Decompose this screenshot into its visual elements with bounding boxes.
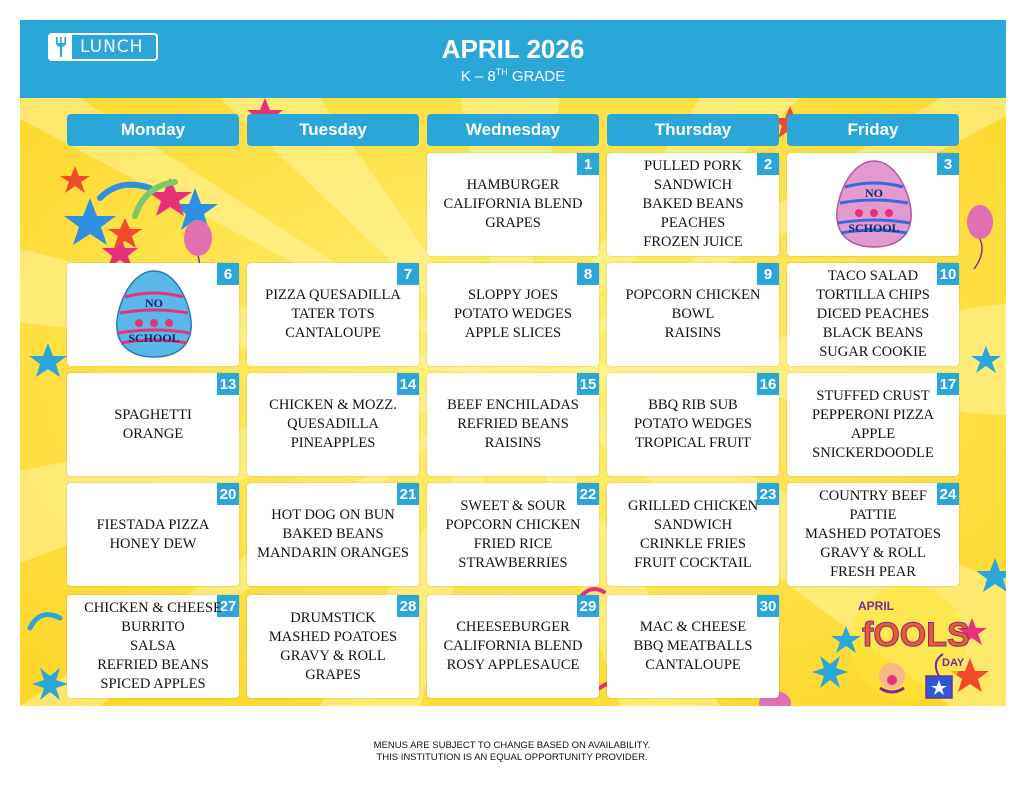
meal-item: STUFFED CRUST	[816, 387, 930, 404]
meal-item: FRUIT COCKTAIL	[634, 554, 752, 571]
easter-egg-pink	[831, 159, 917, 249]
page-title: APRIL 2026	[441, 34, 585, 64]
day-number: 27	[217, 595, 239, 617]
day-cell-28	[247, 595, 419, 698]
day-cell-17	[787, 373, 959, 476]
day-cell-15	[427, 373, 599, 476]
meal-list	[237, 595, 429, 698]
day-number: 22	[577, 483, 599, 505]
no-school-line1: NO	[865, 186, 883, 200]
meal-item: FIESTADA PIZZA	[96, 516, 210, 533]
meal-item: TORTILLA CHIPS	[816, 287, 930, 303]
meal-item: DRUMSTICK	[290, 609, 376, 626]
meal-item: SWEET & SOUR	[460, 497, 566, 514]
day-cell-24	[787, 483, 959, 586]
day-number: 15	[577, 373, 599, 395]
meal-item: TATER TOTS	[291, 306, 375, 322]
day-number: 17	[937, 373, 959, 395]
meal-item: SANDWICH	[653, 177, 733, 193]
meal-item: POTATO WEDGES	[454, 306, 572, 322]
april-fools-line1: APRIL	[858, 599, 894, 613]
day-header-friday: Friday	[787, 114, 959, 146]
meal-item: PEACHES	[660, 215, 726, 231]
meal-item: CHICKEN & CHEESE	[84, 600, 222, 616]
meal-item: GRAVY & ROLL	[820, 545, 926, 561]
footer-disclaimer	[0, 740, 1024, 764]
meal-list	[417, 483, 609, 586]
meal-list	[777, 263, 969, 366]
day-cell-29	[427, 595, 599, 698]
meal-list	[777, 373, 969, 476]
april-fools-line2: fOOLS	[862, 616, 970, 654]
meal-item: APPLE SLICES	[464, 325, 562, 341]
day-cell-23	[607, 483, 779, 586]
day-number: 3	[937, 153, 959, 175]
meal-list	[597, 153, 789, 256]
day-header-tuesday: Tuesday	[247, 114, 419, 146]
day-number: 20	[217, 483, 239, 505]
meal-item: BAKED BEANS	[282, 526, 384, 542]
meal-item: BBQ RIB SUB	[648, 397, 738, 413]
meal-item: BBQ MEATBALLS	[633, 638, 753, 654]
day-number: 8	[577, 263, 599, 285]
day-cell-22	[427, 483, 599, 586]
day-number: 21	[397, 483, 419, 505]
meal-item: GRAVY & ROLL	[280, 647, 386, 664]
day-header-wednesday: Wednesday	[427, 114, 599, 146]
day-number: 24	[937, 483, 959, 505]
meal-item: FRESH PEAR	[830, 564, 916, 580]
day-number: 9	[757, 263, 779, 285]
day-number: 16	[757, 373, 779, 395]
meal-item: CALIFORNIA BLEND	[443, 196, 583, 212]
meal-list	[597, 483, 789, 586]
day-number: 1	[577, 153, 599, 175]
meal-list	[57, 373, 249, 476]
meal-item: POPCORN CHICKEN	[625, 287, 761, 303]
meal-list	[237, 483, 429, 586]
footer-line2: THIS INSTITUTION IS AN EQUAL OPPORTUNITY PROVIDER.	[376, 752, 648, 763]
meal-item: SLOPPY JOES	[467, 287, 559, 303]
meal-item: SPICED APPLES	[100, 676, 206, 692]
meal-item: POPCORN CHICKEN	[445, 516, 581, 533]
day-header-monday: Monday	[67, 114, 239, 146]
meal-item: BEEF ENCHILADAS	[447, 397, 579, 413]
meal-item: REFRIED BEANS	[457, 416, 569, 432]
meal-item: MASHED POTATOES	[805, 526, 941, 542]
meal-item: ORANGE	[122, 425, 184, 442]
meal-item: APPLE	[850, 425, 896, 442]
menu-sheet	[20, 20, 1006, 706]
meal-item: BURRITO	[121, 619, 185, 635]
meal-item: SNICKERDOODLE	[812, 444, 934, 461]
meal-item: CANTALOUPE	[645, 657, 741, 673]
meal-item: SALSA	[130, 638, 176, 654]
day-cell-27	[67, 595, 239, 698]
meal-item: PULLED PORK	[644, 158, 742, 174]
day-number: 29	[577, 595, 599, 617]
meal-item: CHICKEN & MOZZ.	[269, 397, 397, 413]
meal-item: RAISINS	[484, 435, 542, 451]
day-cell-7	[247, 263, 419, 366]
grade-subtitle	[20, 67, 1006, 85]
day-cell-9	[607, 263, 779, 366]
meal-list	[417, 263, 609, 366]
meal-item: POTATO WEDGES	[634, 416, 752, 432]
meal-list	[597, 595, 789, 698]
day-cell-14	[247, 373, 419, 476]
no-school-line2: SCHOOL	[128, 331, 180, 345]
day-cell-10	[787, 263, 959, 366]
meal-item: GRAPES	[305, 666, 361, 683]
day-cell-1	[427, 153, 599, 256]
meal-item: PINEAPPLES	[290, 435, 376, 451]
day-cell-8	[427, 263, 599, 366]
day-cell-13	[67, 373, 239, 476]
meal-item: RAISINS	[664, 325, 722, 341]
meal-item: QUESADILLA	[287, 416, 379, 432]
day-number: 28	[397, 595, 419, 617]
meal-list	[417, 373, 609, 476]
meal-item: BOWL	[671, 306, 715, 322]
meal-item: CHEESEBURGER	[456, 619, 570, 635]
meal-list	[417, 595, 609, 698]
day-cell-30	[607, 595, 779, 698]
meal-list	[417, 153, 609, 256]
meal-list	[237, 263, 429, 366]
meal-item: MASHED POATOES	[268, 628, 398, 645]
meal-item: HAMBURGER	[466, 177, 560, 193]
meal-item: TACO SALAD	[827, 268, 919, 284]
meal-item: SPAGHETTI	[114, 406, 192, 423]
subtitle-superscript: TH	[495, 67, 508, 77]
meal-item: SUGAR COOKIE	[819, 344, 927, 360]
subtitle-grade-suffix: GRADE	[507, 68, 566, 85]
meal-item: COUNTRY BEEF	[819, 488, 927, 504]
day-cell-6	[67, 263, 239, 366]
day-number: 10	[937, 263, 959, 285]
no-school-line2: SCHOOL	[848, 221, 900, 235]
day-cell-20	[67, 483, 239, 586]
meal-item: MAC & CHEESE	[639, 619, 747, 635]
no-school-line1: NO	[145, 296, 163, 310]
day-cell-21	[247, 483, 419, 586]
meal-item: CANTALOUPE	[285, 325, 381, 341]
meal-item: CRINKLE FRIES	[640, 535, 746, 552]
day-number: 30	[757, 595, 779, 617]
meal-list	[57, 595, 249, 698]
meal-list	[597, 373, 789, 476]
meal-item: REFRIED BEANS	[97, 657, 209, 673]
meal-item: FRIED RICE	[473, 535, 553, 552]
day-number: 14	[397, 373, 419, 395]
meal-list	[57, 483, 249, 586]
day-header-thursday: Thursday	[607, 114, 779, 146]
day-number: 13	[217, 373, 239, 395]
meal-item: STRAWBERRIES	[458, 554, 568, 571]
day-number: 6	[217, 263, 239, 285]
meal-item: HOT DOG ON BUN	[271, 507, 395, 523]
day-cell-3	[787, 153, 959, 256]
meal-item: PIZZA QUESADILLA	[265, 287, 401, 303]
meal-item: CALIFORNIA BLEND	[443, 638, 583, 654]
meal-item: PEPPERONI PIZZA	[811, 406, 935, 423]
header-banner	[20, 20, 1006, 98]
meal-item: MANDARIN ORANGES	[257, 545, 409, 561]
subtitle-grade-prefix: K – 8	[460, 68, 496, 85]
footer-line1: MENUS ARE SUBJECT TO CHANGE BASED ON AVAILABILITY.	[373, 740, 651, 751]
day-number: 2	[757, 153, 779, 175]
meal-item: FROZEN JUICE	[643, 234, 743, 250]
april-fools-line3: DAY	[942, 657, 965, 669]
meal-list	[237, 373, 429, 476]
day-number: 23	[757, 483, 779, 505]
day-cell-2	[607, 153, 779, 256]
meal-item: BLACK BEANS	[822, 325, 924, 341]
meal-item: PATTIE	[849, 507, 897, 523]
meal-item: BAKED BEANS	[642, 196, 744, 212]
meal-item: DICED PEACHES	[816, 306, 930, 322]
day-cell-16	[607, 373, 779, 476]
day-number: 7	[397, 263, 419, 285]
meal-item: SANDWICH	[653, 516, 733, 533]
meal-item: ROSY APPLESAUCE	[446, 657, 580, 673]
easter-egg-blue	[111, 269, 197, 359]
meal-list	[597, 263, 789, 366]
logo-label: LUNCH	[80, 37, 144, 57]
meal-item: GRAPES	[485, 215, 541, 231]
meal-item: GRILLED CHICKEN	[627, 497, 759, 514]
meal-list	[777, 483, 969, 586]
meal-item: TROPICAL FRUIT	[635, 435, 751, 451]
meal-item: HONEY DEW	[109, 535, 197, 552]
